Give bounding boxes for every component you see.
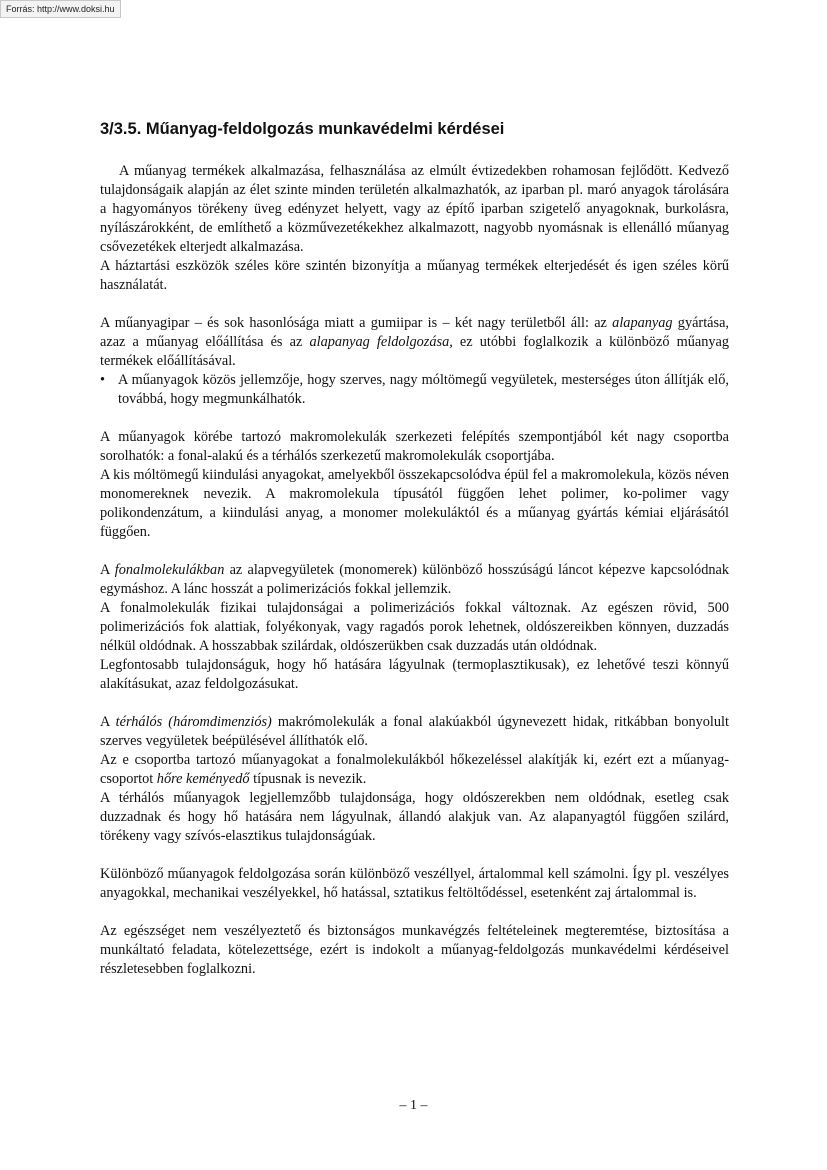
emphasis-hore-kemenyedo: hőre keményedő	[156, 771, 250, 787]
paragraph-thermoplastic: Legfontosabb tulajdonságuk, hogy hő hatására lágyulnak (termoplasztikusak), ez lehetővé teszi könnyű alakításukat, azaz feldolgozásukat.	[100, 657, 729, 692]
text-run: A	[100, 714, 116, 730]
text-run: gyártása, azaz a műanyag előállítása és az	[100, 315, 729, 350]
text-run: A műanyagipar – és sok hasonlósága miatt a gumiipar is – két nagy területből áll: az	[100, 315, 613, 331]
paragraph-macromolecules: A műanyagok körébe tartozó makromolekulák szerkezeti felépítés szempontjából két nagy csoportba sorolhatók: a fonal-alakú és a térhálós szerkezetű makromolekulák csoportjába.	[100, 429, 729, 464]
paragraph-employer-duty: Az egészséget nem veszélyeztető és biztonságos munkavégzés feltételeinek megteremtése, biztosítása a munkáltató feladata, kötelezettsége, ezért is indokolt a műanyag-feldolgozás munkavédelmi kérdéseivel részletesebben foglalkozni.	[100, 923, 729, 977]
emphasis-alapanyag: alapanyag	[612, 315, 673, 331]
text-run: makrómolekulák a fonal alakúakból úgynevezett hidak, ritkábban bonyolult szerves vegyületek beépülésével állíthatók elő.	[100, 714, 729, 749]
source-label: Forrás: http://www.doksi.hu	[0, 0, 121, 18]
paragraph-hazards: Különböző műanyagok feldolgozása során különböző veszéllyel, ártalommal kell számolni. Így pl. veszélyes anyagokkal, mechanikai veszélyekkel, hő hatással, sztatikus feltöltődéssel, esetenként zaj ártalommal is.	[100, 866, 729, 901]
text-run: A	[100, 562, 115, 578]
text-run: típusnak is nevezik.	[249, 771, 367, 787]
document-body	[100, 162, 729, 979]
paragraph-household: A háztartási eszközök széles köre szintén bizonyítja a műanyag termékek elterjedését és igen széles körű használatát.	[100, 258, 729, 293]
page-number: – 1 –	[399, 1098, 428, 1113]
bullet-item	[100, 371, 729, 409]
section-title: 3/3.5. Műanyag-feldolgozás munkavédelmi kérdései	[100, 120, 505, 138]
bullet-text: A műanyagok közös jellemzője, hogy szerves, nagy móltömegű vegyületek, mesterséges úton állítják elő, továbbá, hogy megmunkálhatók.	[118, 372, 729, 407]
paragraph-chain-molecules	[100, 561, 729, 599]
emphasis-feldolgozas: alapanyag feldolgozása,	[309, 334, 453, 350]
paragraph-crosslinked-properties: A térhálós műanyagok legjellemzőbb tulajdonsága, hogy oldószerekben nem oldódnak, esetleg csak duzzadnak és hogy hő hatására nem lágyulnak, állandó alakjuk van. Az alapanyagtól függően szilárd, törékeny vagy szívós-elasztikus tulajdonságúak.	[100, 790, 729, 844]
bullet-icon: •	[100, 372, 106, 388]
paragraph-physical-properties: A fonalmolekulák fizikai tulajdonságai a polimerizációs fokkal változnak. Az egészen rövid, 500 polimerizációs fok alattiak, folyékonyak, vagy ragadós porok lehetnek, oldószereikben könnyen, duzzadás nélkül oldódnak. A hosszabbak szilárdak, oldószerükben csak duzzadás után oldódnak.	[100, 600, 729, 654]
text-run: az alapvegyületek (monomerek) különböző hosszúságú láncot képezve kapcsolódnak egymáshoz. A lánc hosszát a polimerizációs fokkal jellemzik.	[100, 562, 729, 597]
paragraph-crosslinked	[100, 713, 729, 751]
text-run: ez utóbbi foglalkozik a különböző műanyag termékek előállításával.	[100, 334, 729, 369]
paragraph-intro: A műanyag termékek alkalmazása, felhasználása az elmúlt évtizedekben rohamosan fejlődött. Kedvező tulajdonságaik alapján az élet szinte minden területén alkalmazhatók, az iparban pl. maró anyagok tárolására a hagyományos törékeny üveg edényzet helyett, vagy az építő iparban szigetelő anyagoknak, burkolásra, nyílászárokként, de említhető a közművezetékekhez alkalmazott, nagyobb nyomásnak is ellenálló műanyag csővezetékek elterjedt alkalmazása.	[100, 163, 729, 255]
paragraph-thermoset	[100, 751, 729, 789]
text-run: Az e csoportba tartozó műanyagokat a fonalmolekulákból hőkezeléssel alakítják ki, ezért ezt a műanyag-csoportot	[100, 752, 729, 787]
paragraph-monomers: A kis móltömegű kiindulási anyagokat, amelyekből összekapcsolódva épül fel a makromolekula, közös néven monomereknek nevezik. A makromolekula típusától függően lehet polimer, ko-polimer vagy polikondenzátum, a kiindulási anyag, a monomer molekuláktól és a műanyag gyártás kémiai eljárásától függően.	[100, 467, 729, 540]
emphasis-terhalos: térhálós (háromdimenziós)	[115, 714, 272, 730]
paragraph-industry	[100, 314, 729, 371]
emphasis-fonalmolekulak: fonalmolekulákban	[114, 562, 225, 578]
